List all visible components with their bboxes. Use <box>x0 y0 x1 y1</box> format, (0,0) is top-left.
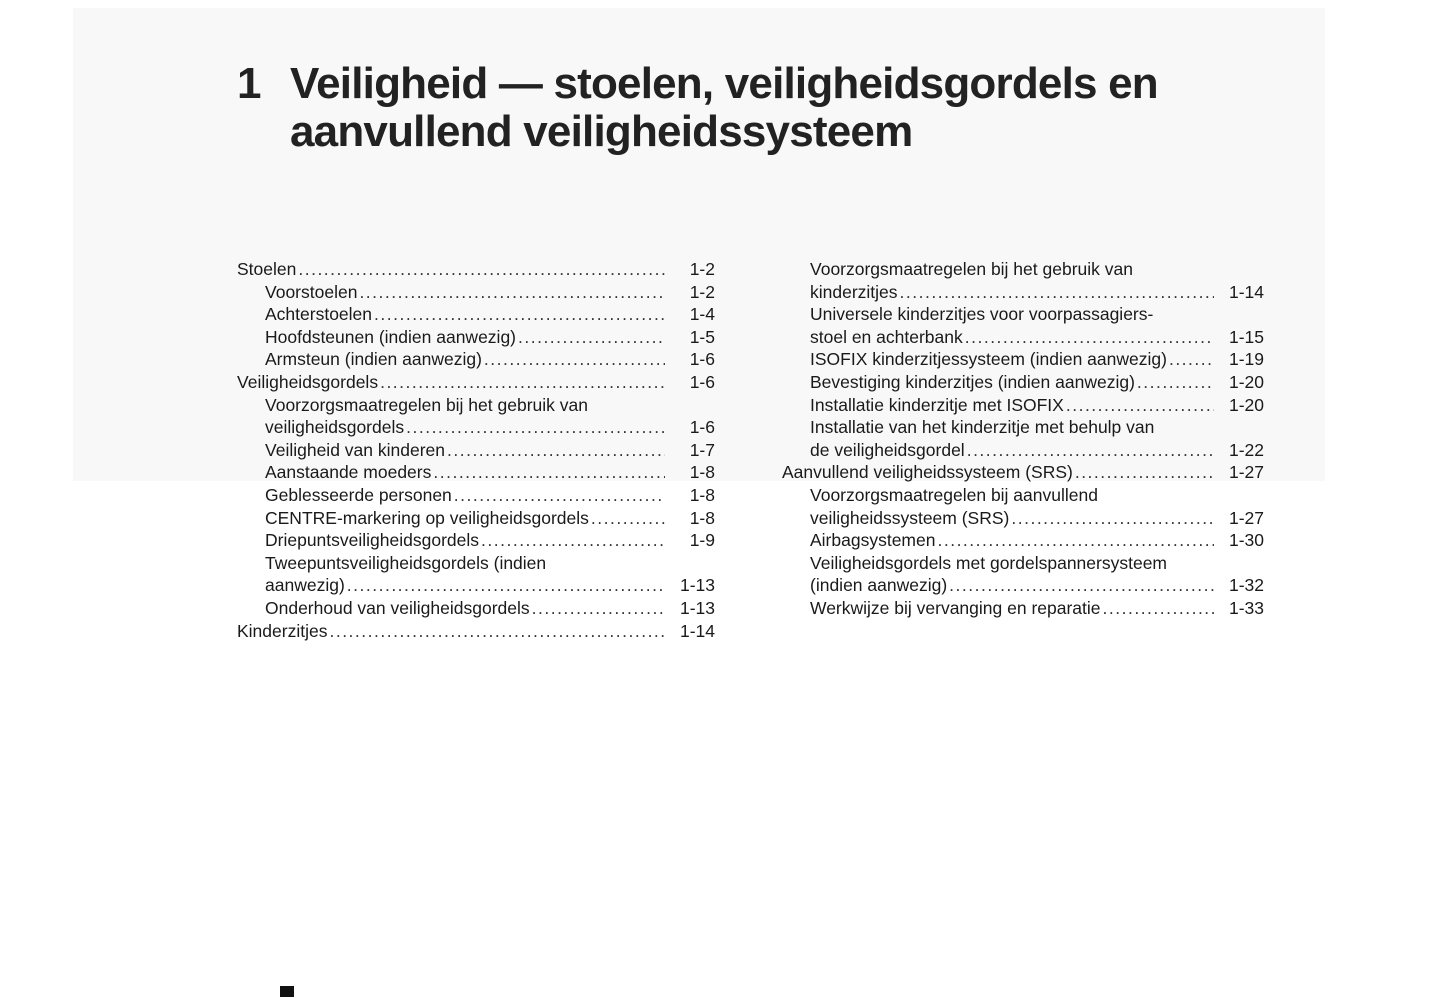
toc-entry-page: 1-5 <box>689 326 715 347</box>
toc-entry-title: veiligheidsgordels <box>265 417 405 438</box>
toc-entry-title: stoel en achterbank <box>810 326 963 347</box>
toc-entry-page: 1-32 <box>1228 575 1264 596</box>
toc-entry[interactable] <box>782 461 1264 484</box>
toc-entry-title: Veiligheidsgordels <box>237 371 379 392</box>
toc-right-column <box>782 258 1264 620</box>
dot-leader <box>1137 371 1214 394</box>
toc-entry[interactable] <box>237 484 715 507</box>
dot-leader <box>532 597 665 620</box>
toc-entry[interactable] <box>237 348 715 371</box>
toc-entry-title: Werkwijze bij vervanging en reparatie <box>810 597 1101 618</box>
toc-entry[interactable] <box>782 371 1264 394</box>
dot-leader <box>518 326 665 349</box>
dot-leader <box>591 507 665 530</box>
toc-entry[interactable] <box>237 507 715 530</box>
toc-entry-page: 1-19 <box>1228 349 1264 370</box>
toc-entry-title: Aanstaande moeders <box>265 462 432 483</box>
toc-entry-page: 1-9 <box>689 530 715 551</box>
toc-entry[interactable] <box>782 416 1264 461</box>
toc-entry-title: kinderzitjes <box>810 281 898 302</box>
dot-leader <box>447 439 665 462</box>
toc-entry-title: Achterstoelen <box>265 304 373 325</box>
dot-leader <box>484 348 665 371</box>
page-marker <box>280 986 294 997</box>
toc-entry[interactable] <box>237 258 715 281</box>
toc-entry[interactable] <box>237 597 715 620</box>
toc-entry-title: Driepuntsveiligheidsgordels <box>265 530 480 551</box>
toc-entry-page: 1-6 <box>689 349 715 370</box>
toc-entry-title: ISOFIX kinderzitjessysteem (indien aanwezig) <box>810 349 1167 370</box>
toc-entry-title-line: Installatie van het kinderzitje met behulp van <box>810 417 1155 438</box>
toc-entry-title: Armsteun (indien aanwezig) <box>265 349 482 370</box>
dot-leader <box>359 281 665 304</box>
toc-entry[interactable] <box>237 303 715 326</box>
toc-entry-title: Installatie kinderzitje met ISOFIX <box>810 394 1064 415</box>
toc-entry-page: 1-2 <box>689 259 715 279</box>
toc-entry-title: CENTRE-markering op veiligheidsgordels <box>265 507 589 528</box>
chapter-number: 1 <box>237 59 261 108</box>
toc-entry[interactable] <box>782 529 1264 552</box>
dot-leader <box>454 484 665 507</box>
toc-entry[interactable] <box>782 597 1264 620</box>
dot-leader <box>900 281 1214 304</box>
dot-leader <box>965 326 1214 349</box>
toc-entry[interactable] <box>782 484 1264 529</box>
toc-entry[interactable] <box>237 281 715 304</box>
toc-entry-page: 1-20 <box>1228 394 1264 415</box>
dot-leader <box>298 258 665 281</box>
toc-entry-title-line: Voorzorgsmaatregelen bij aanvullend <box>810 484 1098 505</box>
toc-entry-title: (indien aanwezig) <box>810 575 948 596</box>
dot-leader <box>481 529 665 552</box>
toc-entry-title-line: Universele kinderzitjes voor voorpassagiers- <box>810 304 1154 325</box>
toc-entry-page: 1-27 <box>1228 507 1264 528</box>
toc-entry-title-line: Voorzorgsmaatregelen bij het gebruik van <box>265 394 588 415</box>
toc-entry-title: Geblesseerde personen <box>265 484 452 505</box>
toc-entry[interactable] <box>237 326 715 349</box>
toc-entry-page: 1-13 <box>679 597 715 618</box>
toc-entry-page: 1-30 <box>1228 530 1264 551</box>
toc-entry-title-line: Tweepuntsveiligheidsgordels (indien <box>265 552 547 573</box>
toc-entry-title: Stoelen <box>237 259 297 279</box>
toc-entry[interactable] <box>782 258 1264 303</box>
toc-entry-page: 1-8 <box>689 484 715 505</box>
toc-entry[interactable] <box>237 394 715 439</box>
dot-leader <box>937 529 1214 552</box>
toc-entry-page: 1-13 <box>679 575 715 596</box>
toc-left-column <box>237 258 715 642</box>
toc-entry-page: 1-22 <box>1228 439 1264 460</box>
toc-entry[interactable] <box>237 371 715 394</box>
toc-entry-title-line: Veiligheidsgordels met gordelspannersysteem <box>810 552 1168 573</box>
dot-leader <box>1066 394 1214 417</box>
dot-leader <box>347 574 665 597</box>
toc-entry-title: Hoofdsteunen (indien aanwezig) <box>265 326 516 347</box>
toc-entry-page: 1-14 <box>679 620 715 641</box>
toc-entry-title: Bevestiging kinderzitjes (indien aanwezig) <box>810 371 1135 392</box>
dot-leader <box>1011 507 1214 530</box>
dot-leader <box>1075 461 1214 484</box>
toc-entry[interactable] <box>237 461 715 484</box>
toc-entry-page: 1-8 <box>689 462 715 483</box>
toc-entry-page: 1-4 <box>689 304 715 325</box>
toc-entry[interactable] <box>782 552 1264 597</box>
toc-entry-title: de veiligheidsgordel <box>810 439 965 460</box>
toc-entry-page: 1-27 <box>1228 462 1264 483</box>
dot-leader <box>329 620 665 643</box>
toc-entry[interactable] <box>237 552 715 597</box>
toc-entry-title: Onderhoud van veiligheidsgordels <box>265 597 530 618</box>
toc-entry-title: aanwezig) <box>265 575 345 596</box>
toc-entry-title: Voorstoelen <box>265 281 358 302</box>
toc-entry-page: 1-7 <box>689 439 715 460</box>
toc-entry[interactable] <box>237 529 715 552</box>
chapter-title: Veiligheid — stoelen, veiligheidsgordels en aanvullend veiligheidssysteem <box>290 59 1158 156</box>
toc-entry[interactable] <box>237 620 715 643</box>
toc-entry-page: 1-2 <box>689 281 715 302</box>
dot-leader <box>1169 348 1214 371</box>
dot-leader <box>380 371 665 394</box>
toc-entry[interactable] <box>782 303 1264 348</box>
dot-leader <box>1103 597 1214 620</box>
toc-entry-page: 1-33 <box>1228 597 1264 618</box>
toc-entry-page: 1-15 <box>1228 326 1264 347</box>
toc-entry-title: Airbagsystemen <box>810 530 936 551</box>
toc-entry-title: Veiligheid van kinderen <box>265 439 445 460</box>
toc-entry-title: Kinderzitjes <box>237 620 328 641</box>
dot-leader <box>433 461 665 484</box>
toc-entry-title-line: Voorzorgsmaatregelen bij het gebruik van <box>810 259 1133 279</box>
dot-leader <box>406 416 665 439</box>
dot-leader <box>949 574 1214 597</box>
toc-entry-page: 1-20 <box>1228 371 1264 392</box>
dot-leader <box>967 439 1214 462</box>
toc-entry-title: veiligheidssysteem (SRS) <box>810 507 1010 528</box>
toc-entry-page: 1-6 <box>689 371 715 392</box>
toc-entry-page: 1-14 <box>1228 281 1264 302</box>
toc-entry-page: 1-8 <box>689 507 715 528</box>
toc-entry-title: Aanvullend veiligheidssysteem (SRS) <box>782 462 1073 483</box>
dot-leader <box>374 303 665 326</box>
toc-entry-page: 1-6 <box>689 417 715 438</box>
toc-entry[interactable] <box>782 348 1264 371</box>
toc-entry[interactable] <box>782 394 1264 417</box>
toc-entry[interactable] <box>237 439 715 462</box>
